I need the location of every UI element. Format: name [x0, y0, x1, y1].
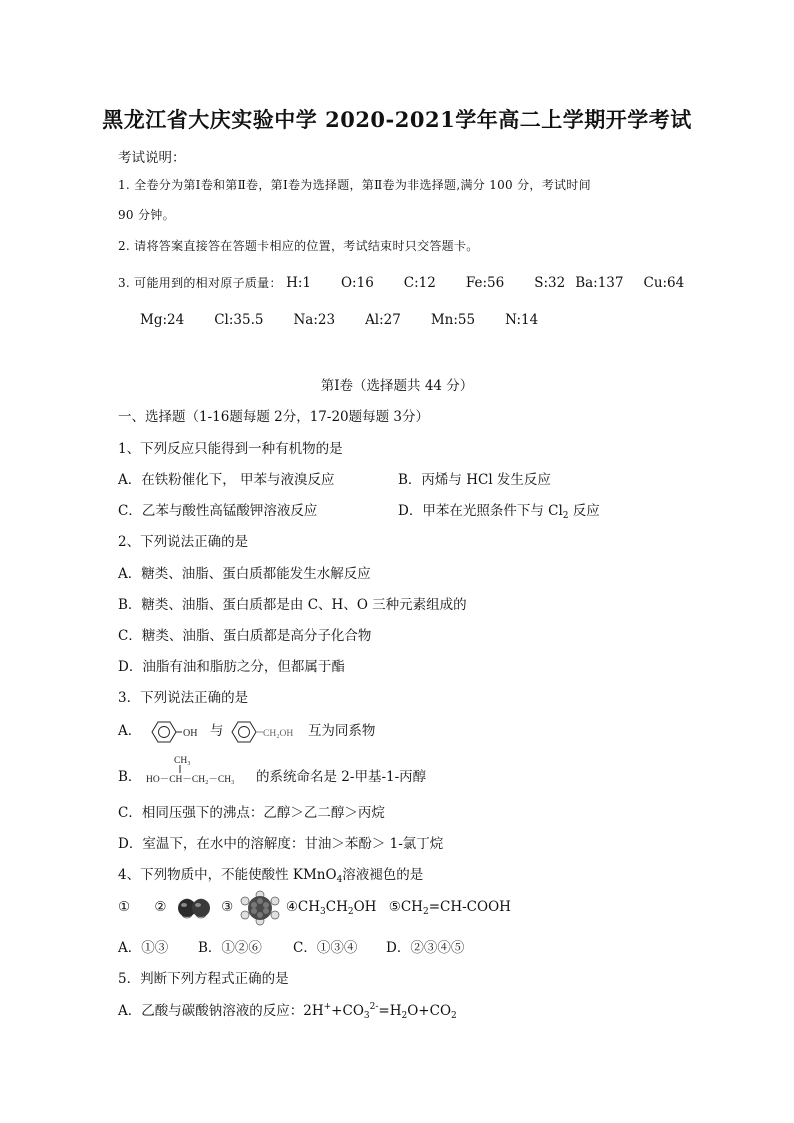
- atomic-mass: O:16: [340, 275, 374, 291]
- atomic-mass: Mg:24: [140, 312, 185, 328]
- phenol-structure-icon: [146, 719, 206, 745]
- question-2-option-b: B．糖类、油脂、蛋白质都是由 C、H、O 三种元素组成的: [118, 597, 467, 613]
- atomic-mass: Na:23: [293, 312, 336, 328]
- instruction-2: 2. 请将答案直接答在答题卡相应的位置，考试结束时只交答题卡。: [118, 239, 479, 253]
- section-title: 第Ⅰ卷（选择题共 44 分）: [320, 378, 474, 394]
- question-1-option-b: B．丙烯与 HCl 发生反应: [398, 472, 551, 488]
- exam-title: 黑龙江省大庆实验中学 2020-2021学年高二上学期开学考试: [102, 107, 692, 132]
- question-1-option-d: D．甲苯在光照条件下与 $Cl_2$ 反应: [398, 503, 600, 521]
- svg-text:CH₂OH: CH₂OH: [262, 728, 293, 739]
- question-1-option-a: A．在铁粉催化下， 甲苯与液溴反应: [118, 472, 335, 488]
- atomic-mass: Al:27: [365, 312, 401, 328]
- question-2-option-a: A．糖类、油脂、蛋白质都能发生水解反应: [118, 566, 371, 582]
- atomic-mass: N:14: [505, 312, 539, 328]
- instruction-1-cont: 90 分钟。: [118, 208, 175, 222]
- question-4-option-5: $⑤CH_2=CH$-COOH: [388, 899, 511, 917]
- svg-text:OH: OH: [182, 727, 197, 739]
- instruction-3-label: 3. 可能用到的相对原子质量：: [118, 276, 282, 290]
- svg-text:CH₃: CH₃: [174, 756, 191, 766]
- exam-page: 黑龙江省大庆实验中学 2020-2021学年高二上学期开学考试 考试说明： 1. 全卷分为第Ⅰ卷和第Ⅱ卷，第Ⅰ卷为选择题，第Ⅱ卷为非选择题,满分 100 分，考试时间 90 分钟。 2. 请将答案直接答在答题卡相应的位置，考试结束时只交答题卡。 3. 可能用到的相对原子质量： H:1 O:16 C:12 Fe:56 S:32 Ba:137 Cu:64 Mg:24 Cl:35.5 Na:23 Al:27 Mn:55 N:14 第Ⅰ卷（选择题共 44 分） 一、选择题（1-16题每题 2分，17-20题每题 3分） 1、下列反应只能得到一种有机物的是 A．在铁粉催化下， 甲苯与液溴反应 B．丙烯与 HCl 发生反应 C．乙苯与酸性高锰酸钾溶液反应 D．甲苯在光照条件下与 $Cl_2$ 反应 2、下列说法正确的是 A．糖类、油脂、蛋白质都能发生水解反应 B．糖类、油脂、蛋白质都是由 C、H、O 三种元素组成的 C．糖类、油脂、蛋白质都是高分子化合物 D．油脂有油和脂肪之分，但都属于酯 3．下列说法正确的是 A． OH 与 CH₂OH 互为同系物 B． CH₃ HO－CH－CH₂－CH₃ 的系统命名是 2-甲基-1-丙醇 C．相同压强下的沸点：乙醇＞乙二醇＞丙烷 D．室温下，在水中的溶解度：甘油＞苯酚＞ 1-氯丁烷 4、下列物质中，不能使酸性 KMnO$_4$溶液褪色的是 ① ② ③ $④CH_3CH_2OH$ $⑤CH_2=CH$-COOH A．①③ B．①②⑥ C．①③④ D．②③④⑤ 5．判断下列方程式正确的是 A．乙酸与碳酸钠溶液的反应：$2H^++CO_3^{2-}=H_2O+CO_2$: [0, 0, 794, 1123]
- question-3-option-d: D．室温下，在水中的溶解度：甘油＞苯酚＞ 1-氯丁烷: [118, 836, 444, 852]
- instructions-heading: 考试说明：: [118, 150, 186, 166]
- instruction-3: [118, 274, 714, 291]
- question-4-answer-a: A．①③: [118, 940, 169, 956]
- question-4-answer-b: B．①②⑥: [198, 940, 262, 956]
- 2-methyl-1-propanol-structure-icon: [144, 752, 256, 786]
- instruction-1: 1. 全卷分为第Ⅰ卷和第Ⅱ卷，第Ⅰ卷为选择题，第Ⅱ卷为非选择题,满分 100 分，考试时间: [118, 178, 591, 192]
- question-1-stem: 1、下列反应只能得到一种有机物的是: [118, 441, 343, 457]
- atomic-mass: S:32: [534, 275, 566, 291]
- question-2-option-c: C．糖类、油脂、蛋白质都是高分子化合物: [118, 628, 372, 644]
- question-4-option-4: $④CH_3CH_2OH$: [285, 899, 377, 917]
- question-5-option-a: A．乙酸与碳酸钠溶液的反应：$2H^++CO_3^{2-}=H_2O+CO_2$: [118, 1002, 457, 1021]
- svg-text:HO－CH－CH₂－CH₃: HO－CH－CH₂－CH₃: [146, 775, 235, 785]
- atomic-mass: Ba:137: [575, 275, 624, 291]
- question-2-option-d: D．油脂有油和脂肪之分，但都属于酯: [118, 659, 345, 675]
- question-3-option-a: A． OH 与 CH₂OH 互为同系物: [118, 716, 375, 746]
- atomic-masses-row-2: [140, 312, 568, 328]
- atomic-mass: Mn:55: [430, 312, 476, 328]
- benzene-model-icon: [238, 889, 282, 927]
- question-4-stem: 4、下列物质中，不能使酸性 KMnO$_4$溶液褪色的是: [118, 867, 424, 885]
- atomic-mass: Cl:35.5: [214, 312, 264, 328]
- ethane-model-icon: [171, 891, 217, 925]
- question-3-stem: 3．下列说法正确的是: [118, 690, 249, 706]
- atomic-mass: H:1: [286, 275, 311, 291]
- question-4-answer-c: C．①③④: [293, 940, 358, 956]
- question-1-option-c: C．乙苯与酸性高锰酸钾溶液反应: [118, 503, 318, 519]
- question-4-options: ① ② ③ $④CH_3CH_2OH$ $⑤CH_2=CH$-COOH: [118, 887, 511, 927]
- section-heading: 一、选择题（1-16题每题 2分，17-20题每题 3分）: [118, 409, 430, 425]
- question-4-answer-d: D．②③④⑤: [386, 940, 465, 956]
- atomic-mass: Cu:64: [643, 275, 685, 291]
- question-5-stem: 5．判断下列方程式正确的是: [118, 971, 289, 987]
- atomic-mass: C:12: [403, 275, 436, 291]
- benzyl-alcohol-structure-icon: [228, 719, 304, 745]
- atomic-masses-row-1: [286, 275, 714, 291]
- question-3-option-c: C．相同压强下的沸点：乙醇＞乙二醇＞丙烷: [118, 805, 385, 821]
- question-2-stem: 2、下列说法正确的是: [118, 534, 249, 550]
- atomic-mass: Fe:56: [465, 275, 505, 291]
